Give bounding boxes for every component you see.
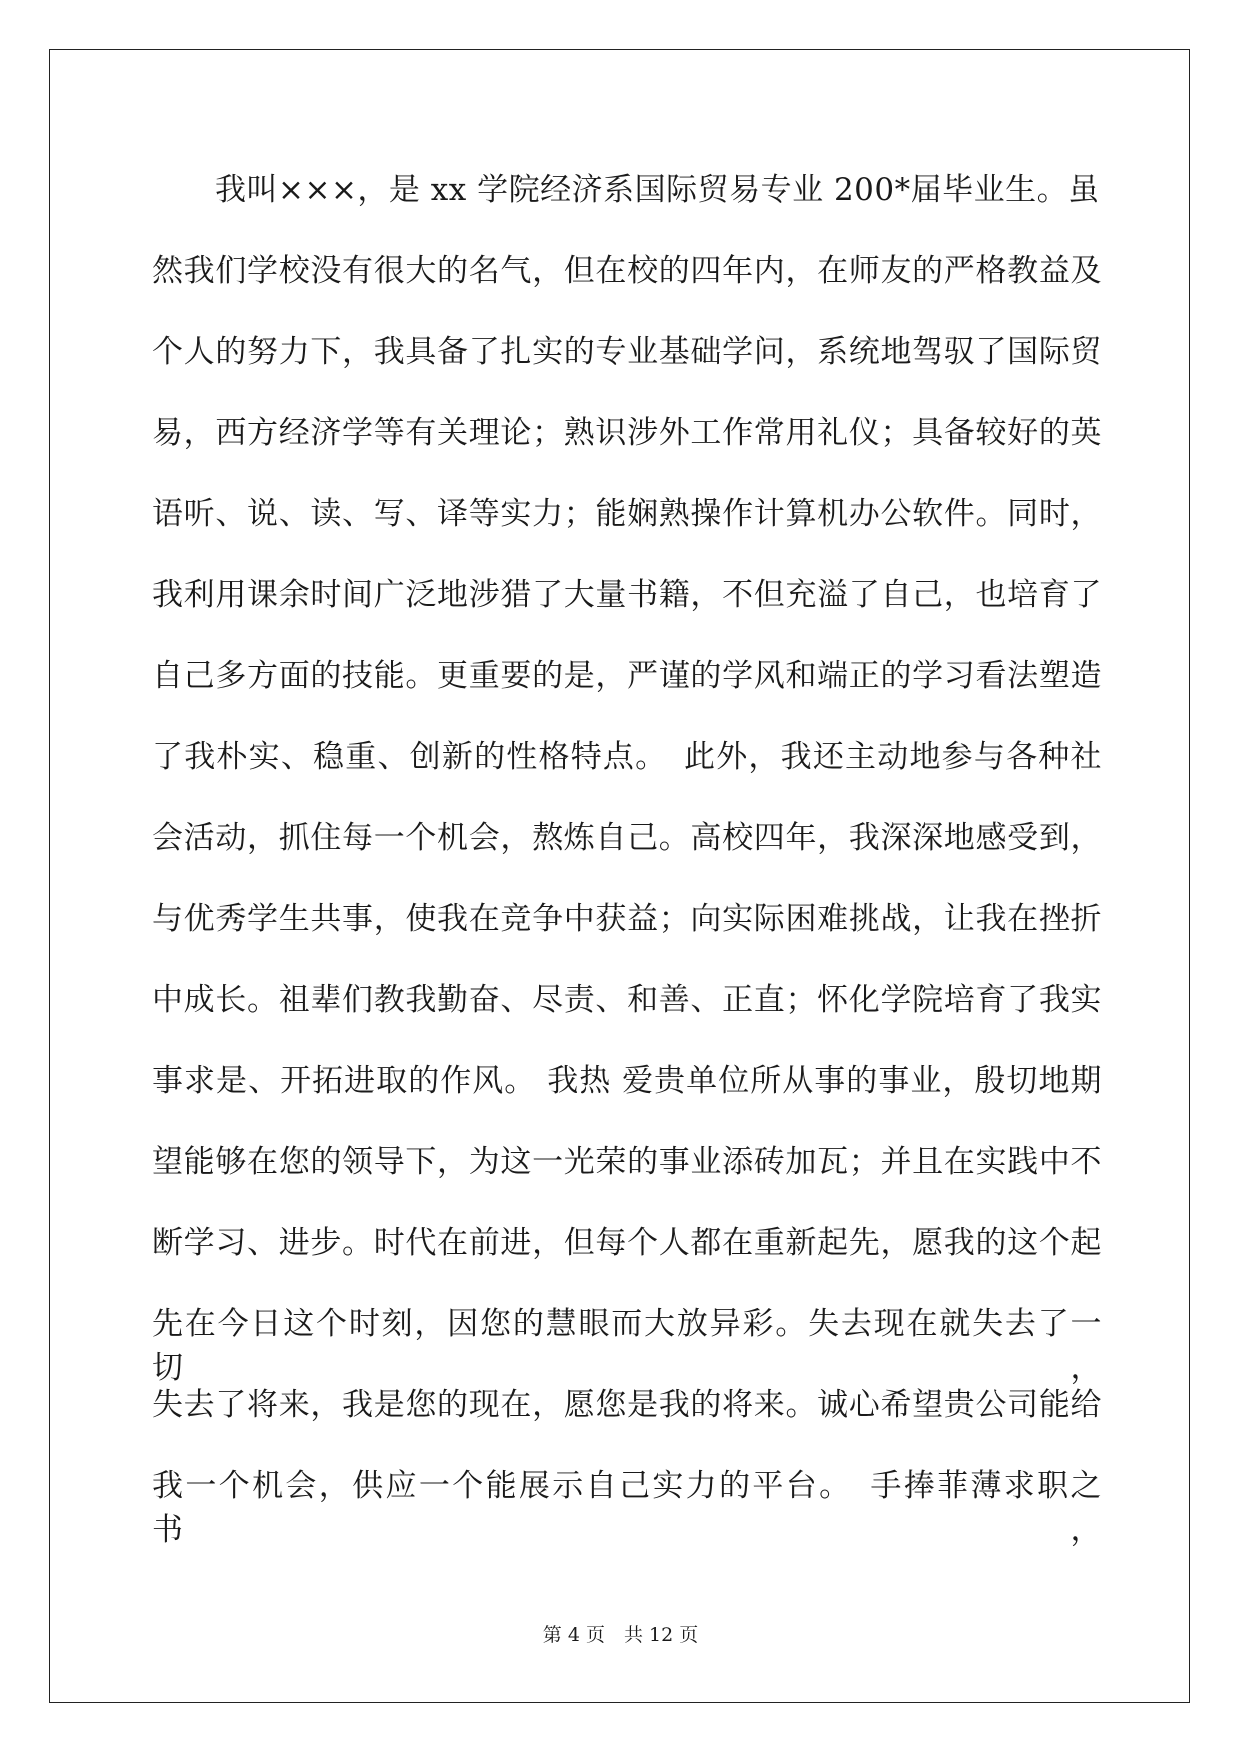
body-line: 与优秀学生共事，使我在竞争中获益；向实际困难挑战，让我在挫折 (152, 901, 1102, 937)
document-body (152, 168, 1102, 1548)
body-line: 我叫×××，是 xx 学院经济系国际贸易专业 200*届毕业生。虽 (152, 172, 1100, 208)
body-line: 个人的努力下，我具备了扎实的专业基础学问，系统地驾驭了国际贸 (152, 334, 1102, 370)
body-line: 失去了将来，我是您的现在，愿您是我的将来。诚心希望贵公司能给 (152, 1387, 1102, 1423)
body-line: 中成长。祖辈们教我勤奋、尽责、和善、正直；怀化学院培育了我实 (152, 982, 1102, 1018)
body-line: 断学习、进步。时代在前进，但每个人都在重新起先，愿我的这个起 (152, 1225, 1102, 1261)
body-line: 语听、说、读、写、译等实力；能娴熟操作计算机办公软件。同时， (152, 496, 1102, 532)
body-line: 易，西方经济学等有关理论；熟识涉外工作常用礼仪；具备较好的英 (152, 415, 1102, 451)
body-line: 先在今日这个时刻，因您的慧眼而大放异彩。失去现在就失去了一切， (152, 1306, 1102, 1386)
body-line: 我一个机会，供应一个能展示自己实力的平台。 手捧菲薄求职之书， (152, 1468, 1102, 1548)
body-line: 我利用课余时间广泛地涉猎了大量书籍，不但充溢了自己，也培育了 (152, 577, 1102, 613)
body-line: 了我朴实、稳重、创新的性格特点。 此外，我还主动地参与各种社 (152, 739, 1102, 775)
body-line: 望能够在您的领导下，为这一光荣的事业添砖加瓦；并且在实践中不 (152, 1144, 1102, 1180)
body-line: 会活动，抓住每一个机会，熬炼自己。高校四年，我深深地感受到， (152, 820, 1102, 856)
body-line: 自己多方面的技能。更重要的是，严谨的学风和端正的学习看法塑造 (152, 658, 1102, 694)
body-line: 事求是、开拓进取的作风。 我热 爱贵单位所从事的事业，殷切地期 (152, 1063, 1102, 1099)
body-line: 然我们学校没有很大的名气，但在校的四年内，在师友的严格教益及 (152, 253, 1102, 289)
page-number-footer: 第 4 页 共 12 页 (542, 1624, 699, 1646)
